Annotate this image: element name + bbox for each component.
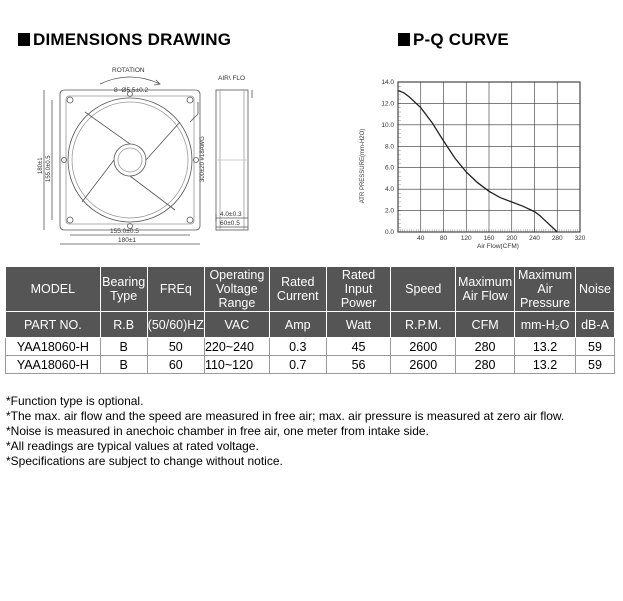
mount-hole (67, 97, 73, 103)
dim-depth-label: 60±0.5 (220, 220, 240, 227)
note-line: *The max. air flow and the speed are measured in free air; max. air pressure is measured at zero air flow. (6, 409, 565, 423)
fan-frame-outline (60, 90, 200, 230)
header-noise: Noise (576, 267, 615, 312)
header-voltage-range: Operating Voltage Range (204, 267, 269, 312)
unit-cell: Amp (269, 312, 326, 338)
table-row (6, 338, 615, 356)
data-cell: YAA18060-H (6, 356, 101, 374)
pq-y-tick-label: 2.0 (384, 207, 394, 215)
data-cell: 0.3 (269, 338, 326, 356)
pq-y-tick-label: 0.0 (384, 229, 394, 236)
pq-y-tick-label: 12.0 (381, 100, 394, 108)
pq-x-tick-label: 240 (529, 235, 540, 242)
data-cell: 59 (576, 338, 615, 356)
square-bullet-icon (398, 33, 410, 46)
data-cell: 110~120 (204, 356, 269, 374)
header-speed: Speed (391, 267, 456, 312)
data-cell: B (100, 356, 147, 374)
data-cell: 50 (147, 338, 204, 356)
note-line: *Noise is measured in anechoic chamber in free air, one meter from intake side. (6, 424, 429, 438)
pq-x-tick-label: 120 (460, 235, 472, 242)
dimensions-title (18, 30, 231, 50)
header-frequency: FREq (147, 267, 204, 312)
data-cell: 2600 (391, 338, 456, 356)
notes (6, 394, 564, 469)
pq-y-tick-label: 6.0 (384, 164, 394, 172)
mount-hole (187, 97, 193, 103)
pq-x-axis-label: Air Flow(CFM) (477, 243, 519, 250)
data-cell: 280 (456, 338, 515, 356)
fan-strut (85, 112, 130, 144)
pq-x-tick-label: 200 (506, 235, 518, 242)
pq-y-tick-label: 14.0 (381, 79, 394, 86)
pq-x-tick-label: 280 (551, 235, 563, 242)
note-line: *Specifications are subject to change without notice. (6, 454, 283, 468)
unit-cell: (50/60)HZ (147, 312, 204, 338)
header-model: MODEL (6, 267, 101, 312)
dim-height-inner-label: 155.0±0.5 (46, 155, 52, 182)
pq-x-tick-label: 40 (417, 235, 425, 242)
unit-cell: VAC (204, 312, 269, 338)
fan-shroud-circle (68, 98, 192, 222)
note-line: *All readings are typical values at rated voltage. (6, 439, 259, 453)
pq-y-tick-label: 4.0 (384, 186, 394, 194)
dimensions-title-text: DIMENSIONS DRAWING (33, 30, 232, 49)
header-max-air-pressure: Maximum Air Pressure (515, 267, 576, 312)
data-cell: 13.2 (515, 338, 576, 356)
hole-label: 8~Ø5.5±0.2 (114, 87, 149, 94)
fan-frame-inner (66, 96, 194, 224)
data-cell: 0.7 (269, 356, 326, 374)
data-cell: 45 (326, 338, 391, 356)
table-header-row (6, 267, 615, 312)
pq-curve-title (398, 30, 509, 50)
dim-height-outer-label: 180±1 (38, 157, 44, 174)
unit-cell: CFM (456, 312, 515, 338)
data-cell: 56 (326, 356, 391, 374)
data-cell: B (100, 338, 147, 356)
unit-cell: PART NO. (6, 312, 101, 338)
header-rated-current: Rated Current (269, 267, 326, 312)
wire-label: 300±20 #18AWG (200, 136, 206, 182)
data-cell: YAA18060-H (6, 338, 101, 356)
data-cell: 280 (456, 356, 515, 374)
rotation-arrow (100, 77, 160, 84)
mount-hole (187, 217, 193, 223)
data-cell: 13.2 (515, 356, 576, 374)
mount-hole (67, 217, 73, 223)
pq-y-tick-label: 8.0 (384, 143, 394, 151)
unit-cell: mm-H₂O (515, 312, 576, 338)
dim-flange-label: 4.0±0.3 (220, 211, 242, 218)
fan-blade-circle (72, 102, 188, 218)
pq-y-tick-label: 10.0 (381, 121, 394, 129)
data-cell: 220~240 (204, 338, 269, 356)
table-row (6, 356, 615, 374)
fan-strut (130, 176, 175, 210)
fan-strut (146, 122, 180, 160)
pq-curve-title-text: P-Q CURVE (413, 30, 509, 49)
header-max-air-flow: Maximum Air Flow (456, 267, 515, 312)
airflow-label: AIR\ FLO (218, 75, 246, 82)
fan-hub (114, 144, 146, 176)
rotation-label: ROTATION (112, 67, 145, 74)
spec-table (5, 266, 615, 374)
table-units-row (6, 312, 615, 338)
unit-cell: dB-A (576, 312, 615, 338)
unit-cell: R.B (100, 312, 147, 338)
fan-strut (82, 160, 114, 202)
fan-hub-inner (118, 148, 142, 172)
pq-x-tick-label: 80 (439, 235, 448, 242)
unit-cell: Watt (326, 312, 391, 338)
dim-width-inner-label: 155.0±0.5 (110, 228, 139, 235)
data-cell: 2600 (391, 356, 456, 374)
pq-x-tick-label: 160 (483, 235, 495, 242)
data-cell: 59 (576, 356, 615, 374)
data-cell: 60 (147, 356, 204, 374)
unit-cell: R.P.M. (391, 312, 456, 338)
header-bearing-type: Bearing Type (100, 267, 147, 312)
square-bullet-icon (18, 33, 30, 46)
pq-y-axis-label: ATR PRESSURE(mm-H2O) (360, 128, 366, 204)
header-rated-input-power: Rated Input Power (326, 267, 391, 312)
dim-width-outer-label: 180±1 (118, 237, 137, 244)
note-line: *Function type is optional. (6, 394, 144, 408)
pq-x-tick-label: 320 (574, 235, 586, 242)
pq-curve-chart (350, 70, 610, 255)
dimensions-drawing (40, 62, 280, 247)
